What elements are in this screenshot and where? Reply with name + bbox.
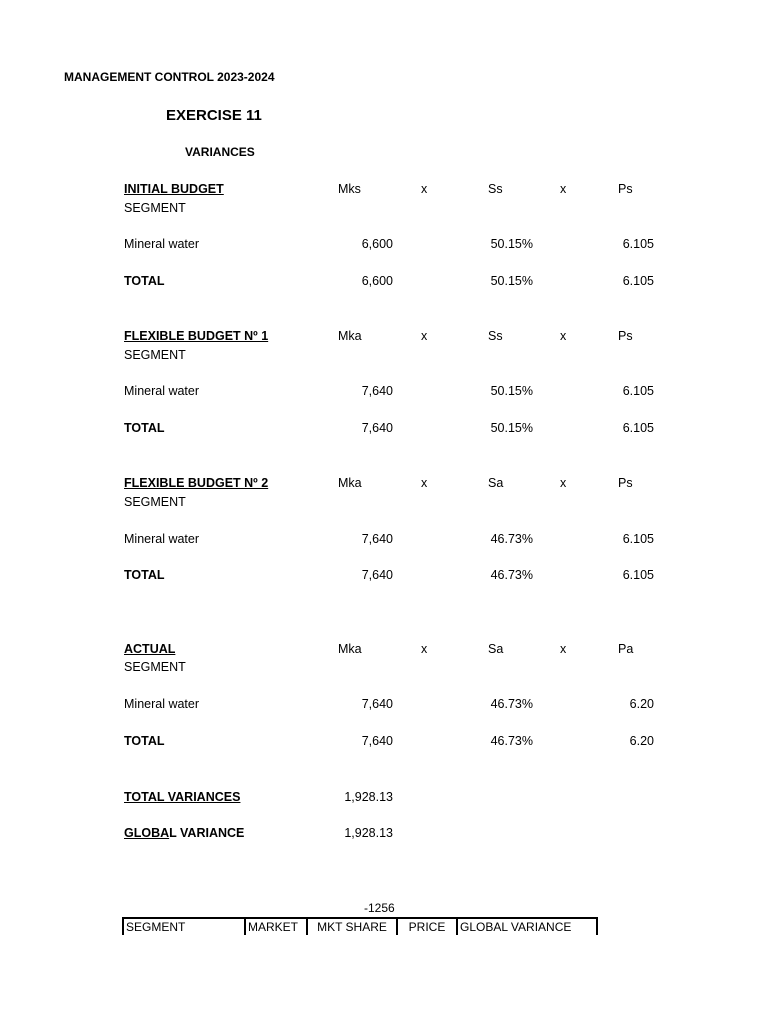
col-share: Sa — [488, 476, 504, 490]
row-share: 46.73% — [490, 697, 533, 711]
row-share: 46.73% — [490, 568, 533, 582]
global-variance-value: 1,928.13 — [344, 826, 393, 840]
row-market: 7,640 — [361, 421, 393, 435]
row-market: 7,640 — [361, 568, 393, 582]
row-price: 6.105 — [622, 237, 654, 251]
col-times: x — [421, 642, 428, 656]
col-times: x — [421, 329, 428, 343]
row-price: 6.105 — [622, 421, 654, 435]
segment-label: SEGMENT — [124, 348, 186, 362]
row-label: TOTAL — [124, 568, 165, 582]
row-share: 50.15% — [490, 237, 533, 251]
col-market: Mka — [338, 642, 362, 656]
row-market: 6,600 — [361, 274, 393, 288]
row-label: TOTAL — [124, 734, 165, 748]
row-price: 6.105 — [622, 274, 654, 288]
col-price: Ps — [618, 182, 633, 196]
header-cell-global-variance: GLOBAL VARIANCE — [457, 918, 597, 935]
header-cell-price: PRICE — [397, 918, 457, 935]
floating-value: -1256 — [364, 901, 395, 915]
global-variance-label — [124, 826, 244, 840]
row-market: 6,600 — [361, 237, 393, 251]
col-market: Mka — [338, 476, 362, 490]
total-variances-label: TOTAL VARIANCES — [124, 790, 241, 804]
row-share: 46.73% — [490, 532, 533, 546]
header-cell-segment: SEGMENT — [123, 918, 245, 935]
segment-label: SEGMENT — [124, 495, 186, 509]
course-title: MANAGEMENT CONTROL 2023-2024 — [64, 70, 275, 84]
header-cell-mkt-share: MKT SHARE — [307, 918, 397, 935]
col-times: x — [560, 182, 567, 196]
row-price: 6.105 — [622, 568, 654, 582]
global-variance-label-rest: L VARIANCE — [169, 826, 245, 840]
row-market: 7,640 — [361, 697, 393, 711]
col-share: Ss — [488, 182, 503, 196]
row-price: 6.20 — [629, 734, 654, 748]
row-label: TOTAL — [124, 421, 165, 435]
col-times: x — [560, 642, 567, 656]
segment-label: SEGMENT — [124, 201, 186, 215]
topic-title: VARIANCES — [185, 145, 255, 159]
total-variances-value: 1,928.13 — [344, 790, 393, 804]
global-variance-label-underlined: GLOBA — [124, 826, 170, 840]
col-times: x — [421, 182, 428, 196]
row-price: 6.105 — [622, 384, 654, 398]
col-price: Ps — [618, 329, 633, 343]
row-label: Mineral water — [124, 384, 200, 398]
col-share: Sa — [488, 642, 504, 656]
row-price: 6.105 — [622, 532, 654, 546]
row-label: Mineral water — [124, 697, 200, 711]
row-share: 50.15% — [490, 274, 533, 288]
row-share: 46.73% — [490, 734, 533, 748]
section-title: FLEXIBLE BUDGET Nº 1 — [124, 329, 269, 343]
row-label: Mineral water — [124, 237, 200, 251]
col-times: x — [560, 329, 567, 343]
col-price: Pa — [618, 642, 634, 656]
col-market: Mka — [338, 329, 362, 343]
exercise-title: EXERCISE 11 — [166, 107, 262, 124]
col-share: Ss — [488, 329, 503, 343]
col-price: Ps — [618, 476, 633, 490]
segment-label: SEGMENT — [124, 660, 186, 674]
row-share: 50.15% — [490, 421, 533, 435]
section-title: INITIAL BUDGET — [124, 182, 224, 196]
header-cell-market: MARKET — [245, 918, 307, 935]
row-label: TOTAL — [124, 274, 165, 288]
col-times: x — [560, 476, 567, 490]
row-market: 7,640 — [361, 734, 393, 748]
section-title: ACTUAL — [124, 642, 176, 656]
section-title: FLEXIBLE BUDGET Nº 2 — [124, 476, 269, 490]
row-share: 50.15% — [490, 384, 533, 398]
col-market: Mks — [338, 182, 361, 196]
table-header-row — [123, 918, 597, 935]
row-price: 6.20 — [629, 697, 654, 711]
col-times: x — [421, 476, 428, 490]
row-market: 7,640 — [361, 384, 393, 398]
row-label: Mineral water — [124, 532, 200, 546]
row-market: 7,640 — [361, 532, 393, 546]
summary-table-header — [122, 917, 598, 935]
